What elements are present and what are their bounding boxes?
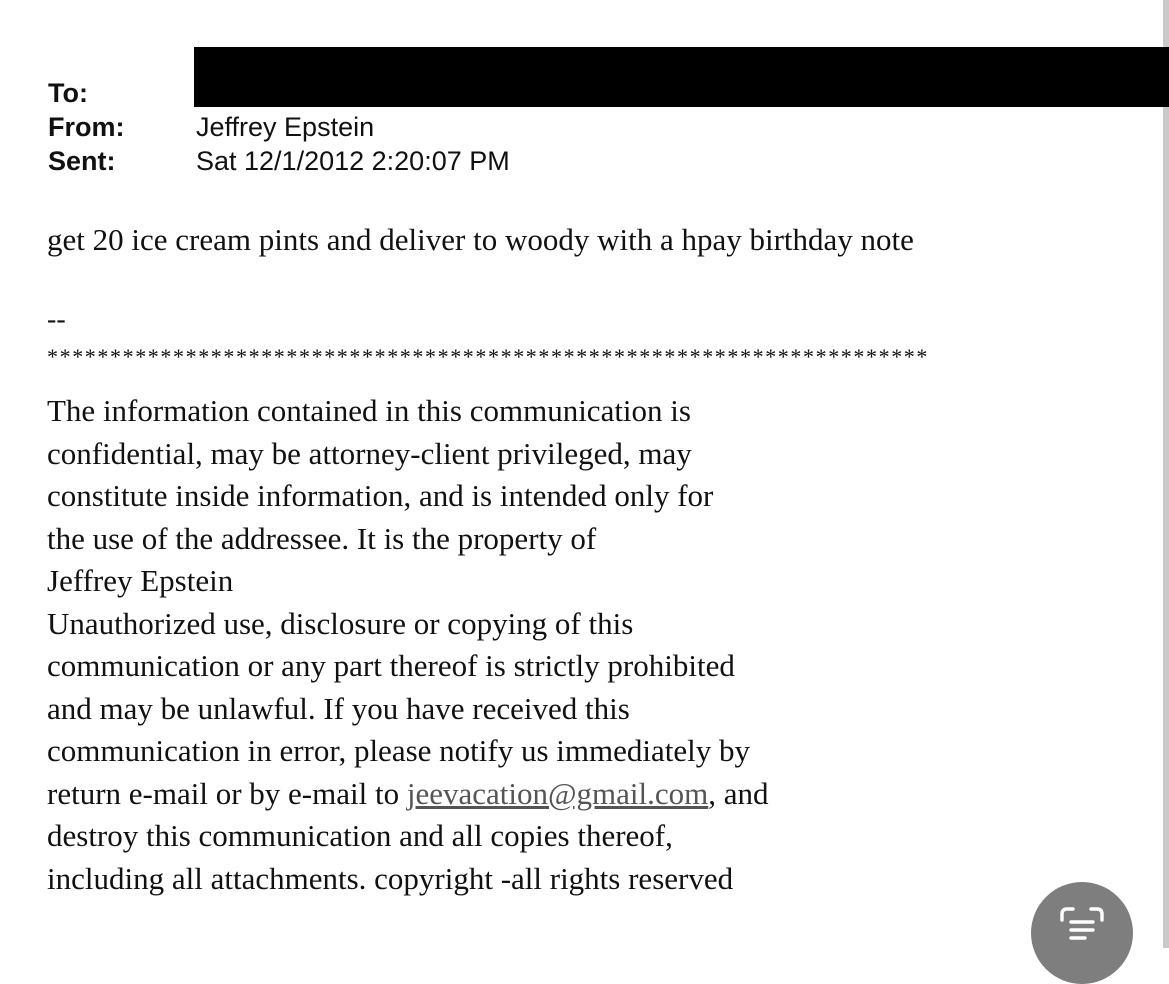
disclaimer-line: destroy this communication and all copies thereof,: [47, 818, 673, 853]
disclaimer-line: constitute inside information, and is intended only for: [47, 478, 714, 513]
confidentiality-disclaimer: [47, 390, 769, 900]
live-text-scan-button[interactable]: [1031, 882, 1133, 984]
signature-separator: --: [47, 304, 66, 335]
from-value: Jeffrey Epstein: [196, 112, 375, 142]
disclaimer-line: The information contained in this communication is: [47, 393, 691, 428]
disclaimer-line: Jeffrey Epstein: [47, 563, 234, 598]
redaction-bar: [194, 47, 1169, 107]
disclaimer-line: including all attachments. copyright -all rights reserved: [47, 860, 734, 896]
sent-label: Sent:: [48, 146, 116, 176]
to-label: To:: [48, 78, 88, 108]
disclaimer-line: communication in error, please notify us immediately by: [47, 733, 750, 768]
asterisk-divider: **********************************************************************: [47, 344, 929, 369]
from-label: From:: [48, 112, 125, 142]
text-scan-icon: [1059, 906, 1105, 952]
disclaimer-line: confidential, may be attorney-client privileged, may: [47, 435, 692, 471]
disclaimer-line: communication or any part thereof is strictly prohibited: [47, 648, 735, 683]
disclaimer-line: and may be unlawful. If you have received this: [47, 690, 630, 726]
disclaimer-line: Unauthorized use, disclosure or copying of this: [47, 605, 634, 641]
message-body: get 20 ice cream pints and deliver to woody with a hpay birthday note: [47, 222, 914, 257]
disclaimer-text: , and: [708, 775, 769, 811]
disclaimer-text: return e-mail or by e-mail to: [47, 775, 407, 811]
sent-value: Sat 12/1/2012 2:20:07 PM: [196, 146, 510, 176]
disclaimer-line-email: [47, 773, 769, 816]
page-edge: [1163, 0, 1169, 948]
disclaimer-line: the use of the addressee. It is the property of: [47, 520, 597, 556]
email-link[interactable]: jeevacation@gmail.com: [406, 775, 709, 811]
